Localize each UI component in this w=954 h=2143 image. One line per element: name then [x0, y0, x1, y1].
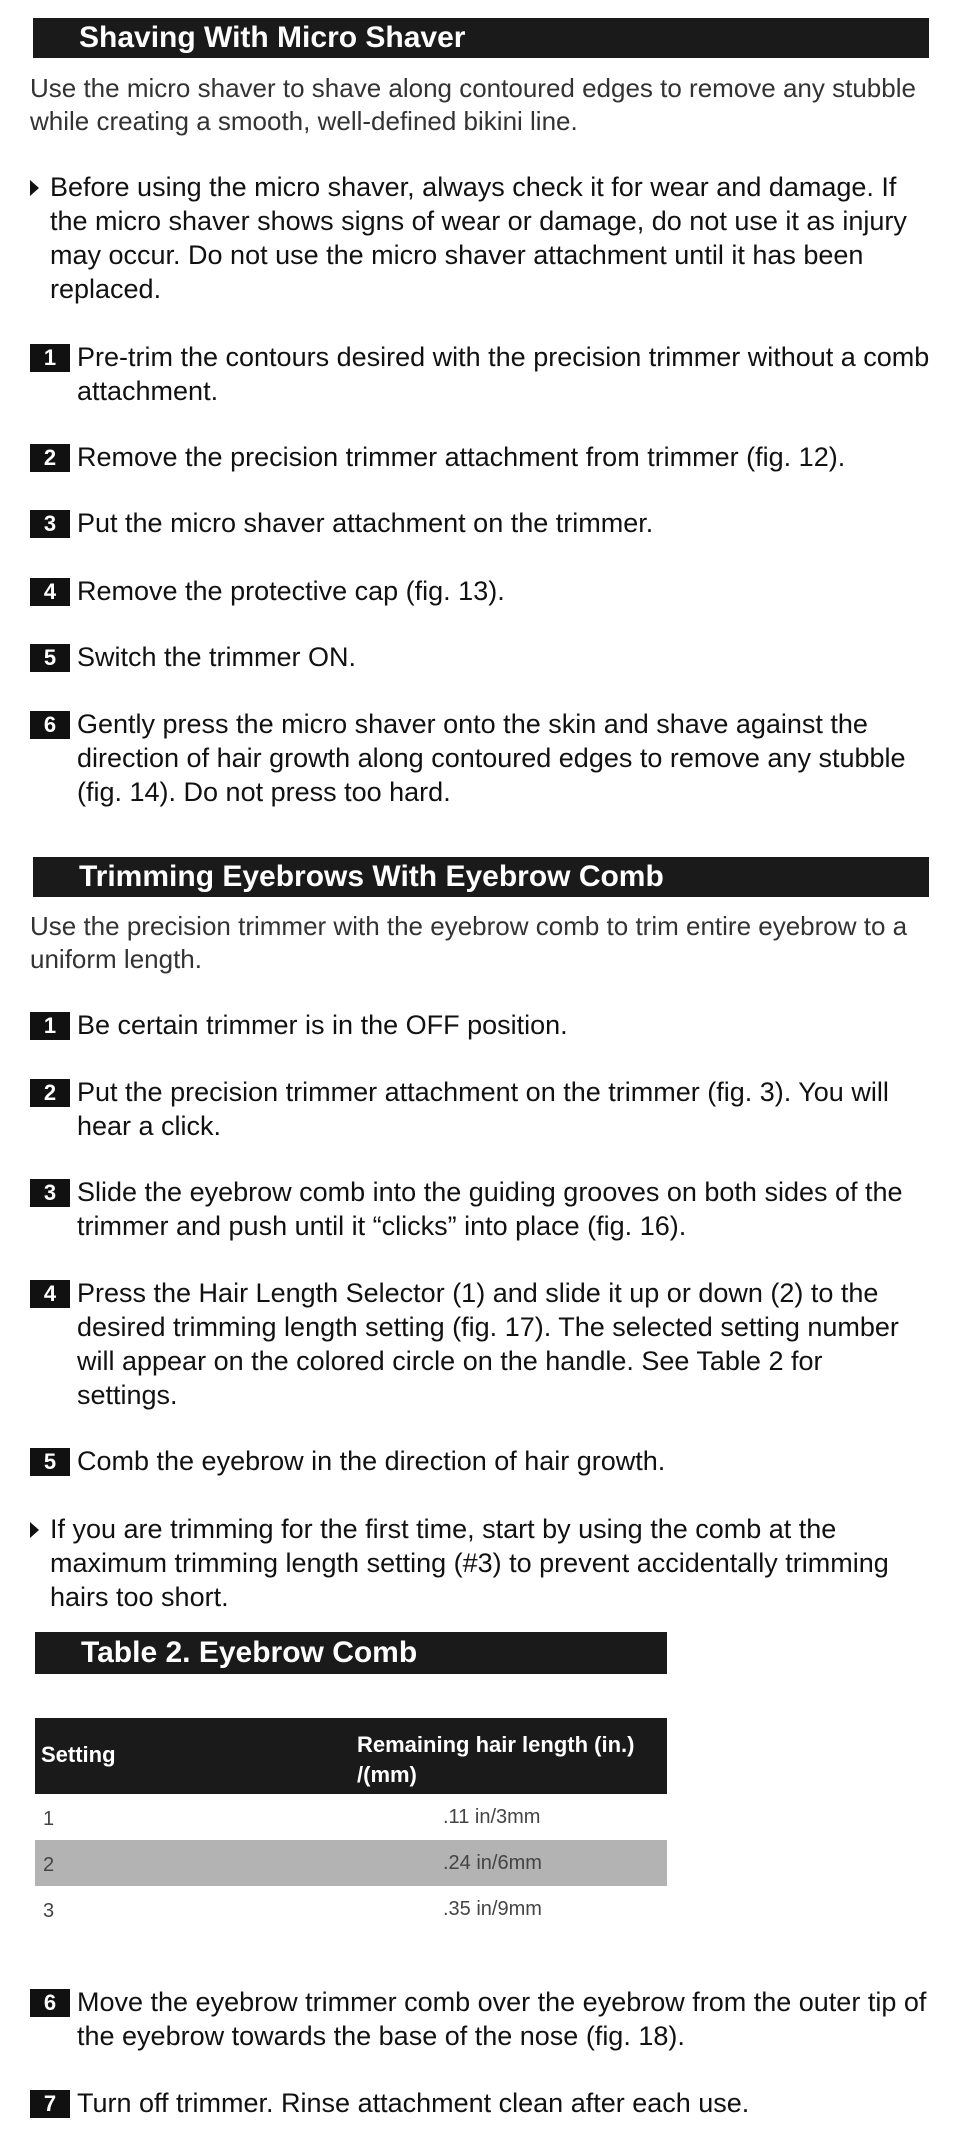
step-text: Comb the eyebrow in the direction of hair growth. — [77, 1446, 666, 1476]
step-text: Switch the trimmer ON. — [77, 642, 357, 672]
intro-eyebrow-comb: Use the precision trimmer with the eyebrow comb to trim entire eyebrow to a uniform length. — [30, 911, 908, 974]
step-text: Gently press the micro shaver onto the skin and shave against the direction of hair growth along contoured edges to remove any stubble (fig. 14). Do not press too hard. — [77, 709, 906, 807]
bullet-icon — [30, 1522, 39, 1538]
intro-micro-shaver: Use the micro shaver to shave along contoured edges to remove any stubble while creating a smooth, well-defined bikini line. — [30, 73, 916, 136]
table-row — [35, 1794, 667, 1840]
step-number: 3 — [30, 510, 70, 538]
cell-setting: 2 — [43, 1854, 55, 1876]
step-text: Put the micro shaver attachment on the trimmer. — [77, 508, 654, 538]
table-title: Table 2. Eyebrow Comb — [35, 1632, 667, 1674]
step-number: 6 — [30, 711, 70, 739]
step-text: Move the eyebrow trimmer comb over the eyebrow from the outer tip of the eyebrow towards the base of the nose (fig. 18). — [77, 1987, 927, 2051]
step-text: Put the precision trimmer attachment on the trimmer (fig. 3). You will hear a click. — [77, 1077, 889, 1141]
cell-length: .11 in/3mm — [443, 1806, 541, 1828]
section-heading-micro-shaver: Shaving With Micro Shaver — [33, 18, 929, 58]
step-number: 3 — [30, 1179, 70, 1207]
step-text: Pre-trim the contours desired with the precision trimmer without a comb attachment. — [77, 342, 930, 406]
table-row — [35, 1886, 667, 1932]
step-number: 1 — [30, 344, 70, 372]
step-text: Turn off trimmer. Rinse attachment clean after each use. — [77, 2088, 750, 2118]
settings-table — [35, 1718, 667, 1932]
step-text: Slide the eyebrow comb into the guiding grooves on both sides of the trimmer and push until it “clicks” into place (fig. 16). — [77, 1177, 903, 1241]
step-text: Remove the precision trimmer attachment from trimmer (fig. 12). — [77, 442, 846, 472]
cell-length: .35 in/9mm — [443, 1898, 542, 1920]
step-number: 5 — [30, 644, 70, 672]
cell-setting: 3 — [43, 1900, 55, 1922]
header-remaining-length: Remaining hair length (in.) /(mm) — [357, 1732, 635, 1787]
section-heading-eyebrow-comb: Trimming Eyebrows With Eyebrow Comb — [33, 857, 929, 897]
tip-text: If you are trimming for the first time, start by using the comb at the maximum trimming length setting (#3) to prevent accidentally trimming hairs too short. — [50, 1514, 889, 1612]
table-row — [35, 1840, 667, 1886]
header-setting: Setting — [41, 1742, 116, 1767]
warning-text: Before using the micro shaver, always check it for wear and damage. If the micro shaver shows signs of wear or damage, do not use it as injury may occur. Do not use the micro shaver attachment until it has been replaced. — [50, 172, 907, 304]
step-text: Be certain trimmer is in the OFF position. — [77, 1010, 568, 1040]
step-number: 2 — [30, 444, 70, 472]
bullet-icon — [30, 180, 39, 196]
table-header — [35, 1718, 667, 1794]
step-number: 7 — [30, 2090, 70, 2118]
cell-length: .24 in/6mm — [443, 1852, 542, 1874]
step-number: 4 — [30, 1280, 70, 1308]
step-text: Press the Hair Length Selector (1) and slide it up or down (2) to the desired trimming length setting (fig. 17). The selected setting number will appear on the colored circle on the handle. See Table 2 for settings. — [77, 1278, 899, 1410]
step-number: 6 — [30, 1989, 70, 2017]
step-text: Remove the protective cap (fig. 13). — [77, 576, 505, 606]
step-number: 2 — [30, 1079, 70, 1107]
step-number: 1 — [30, 1012, 70, 1040]
step-number: 5 — [30, 1448, 70, 1476]
cell-setting: 1 — [43, 1808, 55, 1830]
step-number: 4 — [30, 578, 70, 606]
